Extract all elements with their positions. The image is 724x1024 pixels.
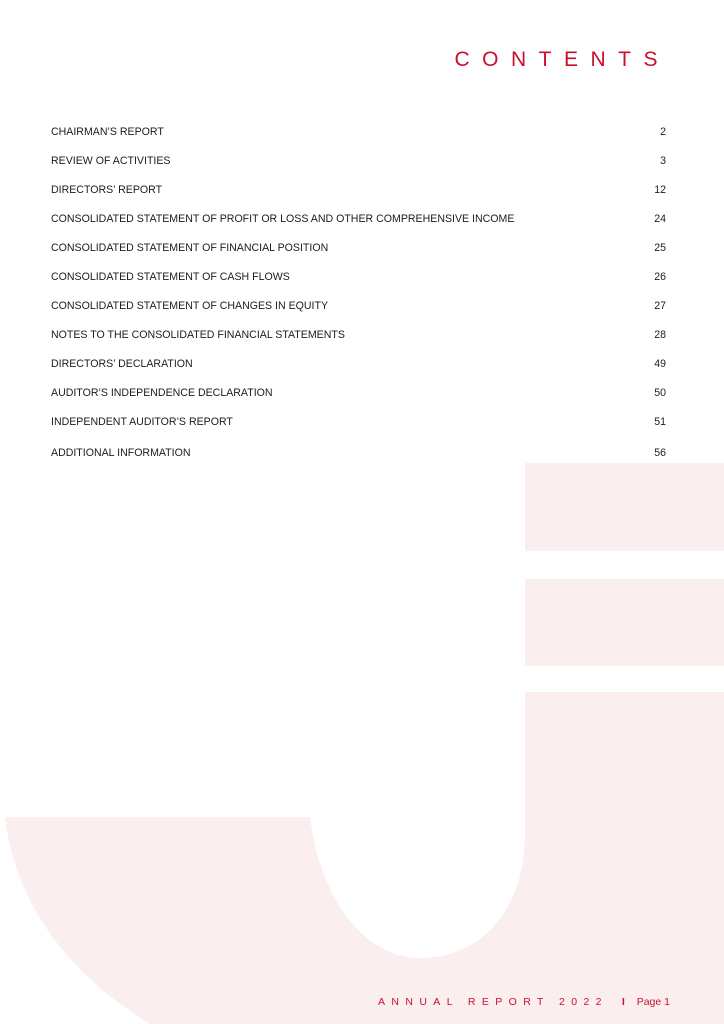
table-of-contents xyxy=(51,117,666,467)
toc-entry[interactable] xyxy=(51,407,666,436)
watermark-block-middle xyxy=(525,579,724,666)
toc-entry[interactable] xyxy=(51,349,666,378)
toc-entry-label: CONSOLIDATED STATEMENT OF CASH FLOWS xyxy=(51,270,290,283)
toc-entry-page: 2 xyxy=(660,125,666,138)
toc-entry[interactable] xyxy=(51,175,666,204)
toc-entry-label: INDEPENDENT AUDITOR’S REPORT xyxy=(51,415,233,428)
toc-entry-page: 28 xyxy=(654,328,666,341)
toc-entry[interactable] xyxy=(51,378,666,407)
toc-entry-page: 27 xyxy=(654,299,666,312)
toc-entry-page: 12 xyxy=(654,183,666,196)
toc-entry[interactable] xyxy=(51,204,666,233)
page-footer xyxy=(378,996,670,1008)
toc-entry-page: 26 xyxy=(654,270,666,283)
toc-entry-label: AUDITOR’S INDEPENDENCE DECLARATION xyxy=(51,386,273,399)
toc-entry-label: CONSOLIDATED STATEMENT OF CHANGES IN EQUITY xyxy=(51,299,329,312)
toc-entry[interactable] xyxy=(51,262,666,291)
toc-entry-label: REVIEW OF ACTIVITIES xyxy=(51,154,171,167)
footer-page-number: Page 1 xyxy=(636,996,670,1008)
toc-entry-label: CHAIRMAN’S REPORT xyxy=(51,125,164,138)
toc-entry-label: CONSOLIDATED STATEMENT OF PROFIT OR LOSS AND OTHER COMPREHENSIVE INCOME xyxy=(51,212,515,225)
toc-entry[interactable] xyxy=(51,291,666,320)
toc-entry-page: 3 xyxy=(660,154,666,167)
toc-entry-page: 25 xyxy=(654,241,666,254)
toc-entry-label: ADDITIONAL INFORMATION xyxy=(51,446,191,459)
toc-entry-page: 51 xyxy=(654,415,666,428)
toc-entry-label: NOTES TO THE CONSOLIDATED FINANCIAL STATEMENTS xyxy=(51,328,345,341)
watermark-letter-j xyxy=(5,692,724,1024)
footer-report-title: ANNUAL REPORT 2022 xyxy=(377,996,608,1008)
toc-entry[interactable] xyxy=(51,320,666,349)
toc-entry-label: CONSOLIDATED STATEMENT OF FINANCIAL POSITION xyxy=(51,241,329,254)
toc-entry-page: 49 xyxy=(654,357,666,370)
footer-separator: I xyxy=(621,996,625,1008)
toc-entry[interactable] xyxy=(51,146,666,175)
toc-entry-page: 56 xyxy=(654,446,666,459)
toc-entry-label: DIRECTORS’ DECLARATION xyxy=(51,357,193,370)
toc-entry[interactable] xyxy=(51,438,666,467)
toc-entry-page: 24 xyxy=(654,212,666,225)
toc-entry[interactable] xyxy=(51,233,666,262)
watermark-block-top xyxy=(525,463,724,551)
page-title: CONTENTS xyxy=(454,48,670,71)
toc-entry-label: DIRECTORS’ REPORT xyxy=(51,183,163,196)
toc-entry-page: 50 xyxy=(654,386,666,399)
toc-entry[interactable] xyxy=(51,117,666,146)
